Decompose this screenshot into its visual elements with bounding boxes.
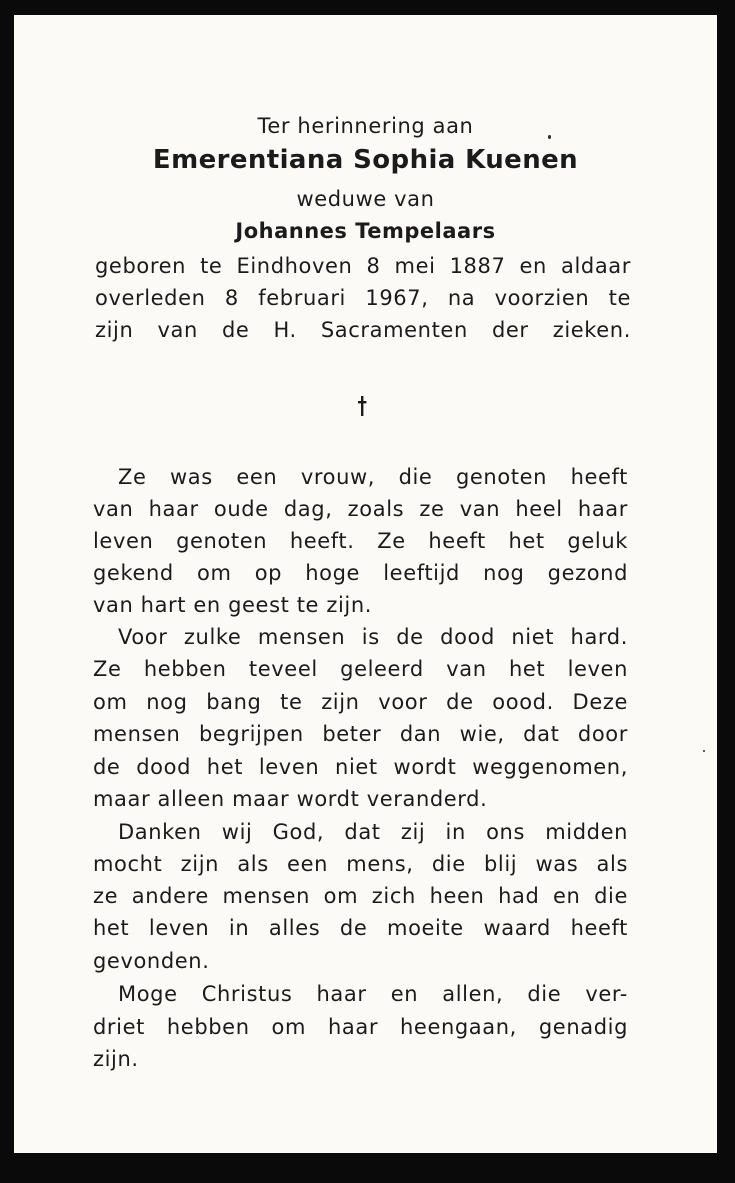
memorial-card — [14, 15, 717, 1153]
body-line: het leven in alles de moeite waard heeft — [93, 916, 628, 940]
body-line: van hart en geest te zijn. — [93, 593, 373, 617]
body-line: Ze hebben teveel geleerd van het leven — [93, 657, 628, 681]
deceased-name: Emerentiana Sophia Kuenen — [152, 145, 579, 175]
body-line: Ze was een vrouw, die genoten heeft — [118, 465, 628, 489]
body-line: Danken wij God, dat zij in ons midden — [118, 820, 628, 844]
husband-name: Johannes Tempelaars — [235, 219, 496, 243]
body-line: gevonden. — [93, 949, 210, 973]
body-line: leven genoten heeft. Ze heeft het geluk — [93, 529, 628, 553]
bio-line: geboren te Eindhoven 8 mei 1887 en aldaar — [95, 254, 631, 278]
bio-line: zijn van de H. Sacramenten der zieken. — [95, 318, 631, 342]
body-line: van haar oude dag, zoals ze van heel haar — [93, 497, 628, 521]
body-line: om nog bang te zijn voor de oood. Deze — [93, 690, 628, 714]
body-line: gekend om op hoge leeftijd nog gezond — [93, 561, 628, 585]
body-line: maar alleen maar wordt veranderd. — [93, 787, 488, 811]
body-line: ze andere mensen om zich heen had en die — [93, 884, 628, 908]
body-line: mocht zijn als een mens, die blij was als — [93, 852, 628, 876]
body-line: zijn. — [93, 1047, 139, 1071]
body-line: de dood het leven niet wordt weggenomen, — [93, 755, 628, 779]
ink-speck — [548, 135, 551, 139]
body-line: Voor zulke mensen is de dood niet hard. — [118, 625, 628, 649]
ink-speck — [703, 750, 705, 752]
intro-line: Ter herinnering aan — [257, 114, 474, 138]
body-line: mensen begrijpen beter dan wie, dat door — [93, 722, 628, 746]
body-line: Moge Christus haar en allen, die ver- — [118, 982, 628, 1006]
cross-icon — [357, 395, 367, 417]
relation-line: weduwe van — [296, 187, 435, 211]
bio-line: overleden 8 februari 1967, na voorzien te — [95, 286, 631, 310]
body-line: driet hebben om haar heengaan, genadig — [93, 1015, 628, 1039]
